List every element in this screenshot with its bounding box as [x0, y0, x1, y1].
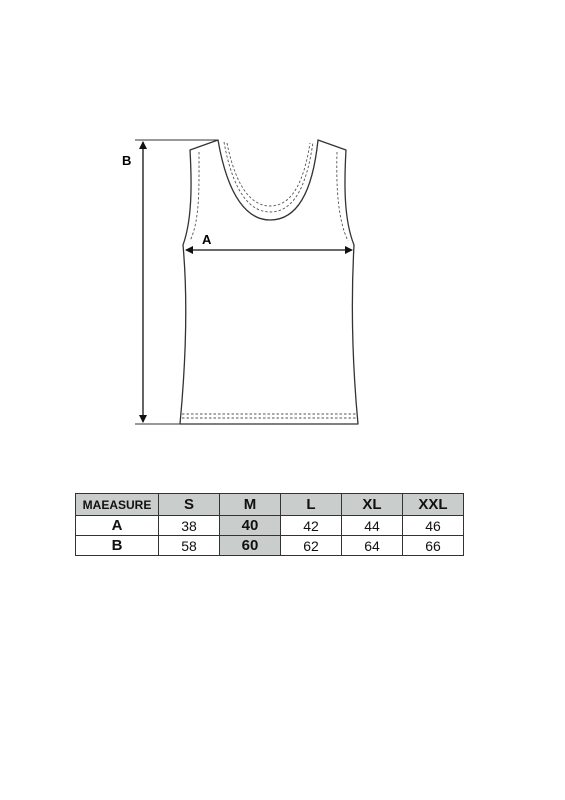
label-a: A [202, 232, 212, 247]
table-row-b [76, 536, 464, 556]
table-cell: 46 [403, 516, 464, 536]
row-label: A [76, 516, 159, 536]
table-cell: 62 [281, 536, 342, 556]
header-size-xxl: XXL [403, 494, 464, 516]
table-cell: 58 [159, 536, 220, 556]
tank-top-outline [180, 140, 358, 424]
table-cell: 42 [281, 516, 342, 536]
table-cell: 38 [159, 516, 220, 536]
stitching [182, 142, 357, 418]
header-size-xl: XL [342, 494, 403, 516]
header-measure: MAEASURE [76, 494, 159, 516]
table-cell: 64 [342, 536, 403, 556]
table-header-row [76, 494, 464, 516]
table-cell: 66 [403, 536, 464, 556]
label-b: B [122, 153, 132, 168]
table-cell-highlighted: 40 [220, 516, 281, 536]
table-cell-highlighted: 60 [220, 536, 281, 556]
row-label: B [76, 536, 159, 556]
header-size-s: S [159, 494, 220, 516]
size-table [75, 493, 464, 556]
header-size-l: L [281, 494, 342, 516]
table-row-a [76, 516, 464, 536]
header-size-m: M [220, 494, 281, 516]
table-cell: 44 [342, 516, 403, 536]
